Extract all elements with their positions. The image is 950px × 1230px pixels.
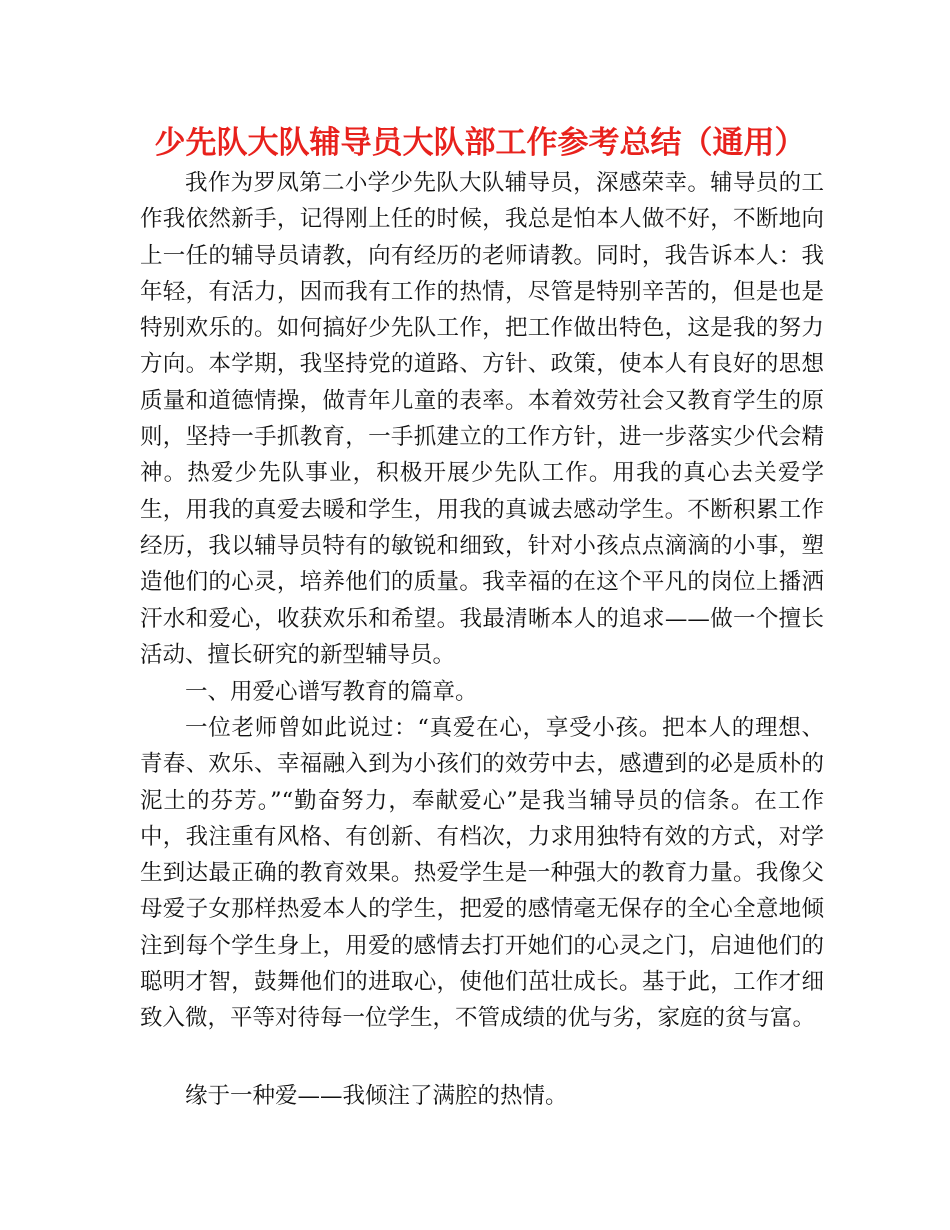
paragraph-intro: 我作为罗凤第二小学少先队大队辅导员，深感荣幸。辅导员的工作我依然新手，记得刚上任的时候，我总是怕本人做不好，不断地向上一任的辅导员请教，向有经历的老师请教。同时，我告诉本人：我年轻，有活力，因而我有工作的热情，尽管是特别辛苦的，但是也是特别欢乐的。如何搞好少先队工作，把工作做出特色，这是我的努力方向。本学期，我坚持党的道路、方针、政策，使本人有良好的思想质量和道德情操，做青年儿童的表率。本着效劳社会又教育学生的原则，坚持一手抓教育，一手抓建立的工作方针，进一步落实少代会精神。热爱少先队事业，积极开展少先队工作。用我的真心去关爱学生，用我的真爱去暖和学生，用我的真诚去感动学生。不断积累工作经历，我以辅导员特有的敏锐和细致，针对小孩点点滴滴的小事，塑造他们的心灵，培养他们的质量。我幸福的在这个平凡的岗位上播洒汗水和爱心，收获欢乐和希望。我最清晰本人的追求——做一个擅长活动、擅长研究的新型辅导员。 <box>140 170 824 668</box>
paragraph-closing-line: 缘于一种爱——我倾注了满腔的热情。 <box>185 1083 568 1109</box>
document-title: 少先队大队辅导员大队部工作参考总结（通用） <box>154 125 806 161</box>
paragraph-section-1: 一位老师曾如此说过：“真爱在心，享受小孩。把本人的理想、青春、欢乐、幸福融入到为小孩们的效劳中去，感遭到的必是质朴的泥土的芬芳。”“勤奋努力，奉献爱心”是我当辅导员的信条。在工作中，我注重有风格、有创新、有档次，力求用独特有效的方式，对学生到达最正确的教育效果。热爱学生是一种强大的教育力量。我像父母爱子女那样热爱本人的学生，把爱的感情毫无保存的全心全意地倾注到每个学生身上，用爱的感情去打开她们的心灵之门，启迪他们的聪明才智，鼓舞他们的进取心，使他们茁壮成长。基于此，工作才细致入微，平等对待每一位学生，不管成绩的优与劣，家庭的贫与富。 <box>140 715 824 1032</box>
section-heading-1: 一、用爱心谱写教育的篇章。 <box>185 679 478 705</box>
